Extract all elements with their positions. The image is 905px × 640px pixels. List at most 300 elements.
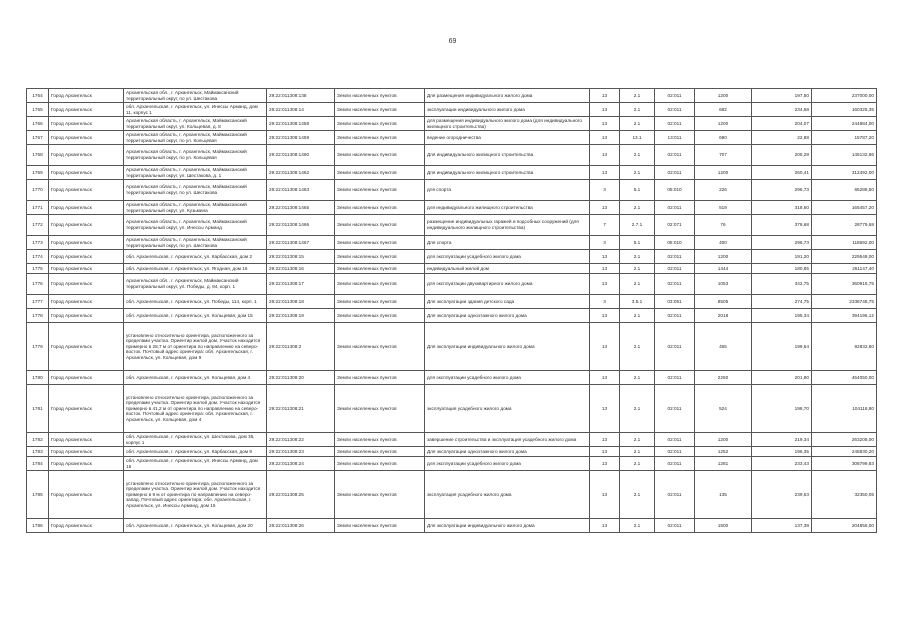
zone-cell: 13 [590,457,620,471]
land-category-cell: Земли населенных пунктов [335,295,425,309]
address-cell: обл. Архангельская, г. Архангельск, ул. Карбасская, дом 9 [124,447,267,457]
land-category-cell: Земли населенных пунктов [335,131,425,145]
city-cell: Город Архангельск [49,371,124,385]
use-code-cell: 2.7.1 [620,215,655,236]
city-cell: Город Архангельск [49,180,124,201]
num-cell: 1785 [27,471,49,519]
vri-code-cell: 02:011 [655,371,695,385]
unit-price-cell: 204,07 [752,117,812,131]
area-cell: 1200 [695,166,752,180]
address-cell: Архангельская область, г. Архангельск, Маймаксанский территориальный округ, по ул. Шестакова [124,180,267,201]
table-row [27,371,877,385]
unit-price-cell: 180,85 [752,264,812,274]
city-cell: Город Архангельск [49,519,124,533]
vri-code-cell: 03:051 [655,295,695,309]
zone-cell: 13 [590,264,620,274]
cadastral-value-cell: 65288,50 [812,180,877,201]
city-cell: Город Архангельск [49,131,124,145]
permitted-use-cell: завершение строительства и эксплуатация усадебного жилого дома [425,433,590,447]
unit-price-cell: 296,73 [752,180,812,201]
land-category-cell: Земли населенных пунктов [335,274,425,295]
zone-cell: 13 [590,274,620,295]
cadastral-value-cell: 237000,00 [812,89,877,103]
area-cell: 1252 [695,447,752,457]
cadastral-number-cell: 29:22:011308:138 [267,89,335,103]
table-row [27,103,877,117]
permitted-use-cell: для эксплуатации усадебного жилого дома [425,371,590,385]
num-cell: 1768 [27,145,49,166]
permitted-use-cell: Для спорта [425,236,590,250]
cadastral-number-cell: 29:22:011308:18 [267,295,335,309]
land-category-cell: Земли населенных пунктов [335,309,425,323]
vri-code-cell: 02:011 [655,385,695,433]
zone-cell: 13 [590,103,620,117]
area-cell: 226 [695,180,752,201]
unit-price-cell: 234,58 [752,103,812,117]
cadastral-value-cell: 263208,00 [812,433,877,447]
table-row [27,447,877,457]
address-cell: Архангельская область, г. Архангельск, Маймаксанский территориальный округ, ул. Шестакова, д. 1 [124,166,267,180]
city-cell: Город Архангельск [49,201,124,215]
table-row [27,250,877,264]
land-category-cell: Земли населенных пунктов [335,201,425,215]
use-code-cell: 13.1 [620,131,655,145]
cadastral-value-cell: 308799,83 [812,457,877,471]
table-row [27,295,877,309]
cadastral-number-cell: 29:22:011308:19 [267,309,335,323]
area-cell: 1200 [695,433,752,447]
city-cell: Город Архангельск [49,166,124,180]
permitted-use-cell: Для размещения индивидуального жилого дома [425,89,590,103]
use-code-cell: 2.1 [620,117,655,131]
unit-price-cell: 239,63 [752,471,812,519]
area-cell: 1200 [695,250,752,264]
cadastral-value-cell: 165457,20 [812,201,877,215]
area-cell: 8505 [695,295,752,309]
city-cell: Город Архангельск [49,145,124,166]
address-cell: Архангельская обл., г. Архангельск, Маймаксанский территориальный округ, по ул. Шестакова [124,89,267,103]
address-cell: обл. Архангельская, г. Архангельск, ул. Инессы Арманд, дом 11, корпус 1 [124,103,267,117]
num-cell: 1764 [27,89,49,103]
city-cell: Город Архангельск [49,457,124,471]
cadastral-number-cell: 29:22:011308:25 [267,471,335,519]
zone-cell: 13 [590,309,620,323]
num-cell: 1784 [27,457,49,471]
cadastral-number-cell: 29:22:011308:17 [267,274,335,295]
zone-cell: 13 [590,250,620,264]
use-code-cell: 5.1 [620,180,655,201]
table-row [27,201,877,215]
unit-price-cell: 342,75 [752,274,812,295]
num-cell: 1783 [27,447,49,457]
zone-cell: 3 [590,295,620,309]
address-cell: обл. Архангельская, г. Архангельск, ул. Кольцевая, дом 15 [124,309,267,323]
vri-code-cell: 02:071 [655,215,695,236]
use-code-cell: 2.1 [620,201,655,215]
unit-price-cell: 137,38 [752,519,812,533]
permitted-use-cell: размещение индивидуальных гаражей и подсобных сооружений (для индивидуального жилищного строительства) [425,215,590,236]
land-category-cell: Земли населенных пунктов [335,457,425,471]
area-cell: 707 [695,145,752,166]
unit-price-cell: 219,34 [752,433,812,447]
city-cell: Город Архангельск [49,274,124,295]
cadastral-number-cell: 29:22:011308:26 [267,519,335,533]
num-cell: 1770 [27,180,49,201]
address-cell: Архангельская область, г. Архангельск, Маймаксанский территориальный округ, по ул. Кольцевая [124,145,267,166]
vri-code-cell: 02:011 [655,447,695,457]
num-cell: 1782 [27,433,49,447]
permitted-use-cell: для размещения индивидуального жилого дома (для индивидуального жилищного строительства) [425,117,590,131]
use-code-cell: 2.1 [620,447,655,457]
table-row [27,215,877,236]
use-code-cell: 5.1 [620,236,655,250]
city-cell: Город Архангельск [49,236,124,250]
unit-price-cell: 378,68 [752,215,812,236]
unit-price-cell: 198,70 [752,385,812,433]
cadastral-number-cell: 29:22:011308:1458 [267,117,335,131]
land-category-cell: Земли населенных пунктов [335,264,425,274]
land-category-cell: Земли населенных пунктов [335,89,425,103]
num-cell: 1778 [27,309,49,323]
table-row [27,89,877,103]
unit-price-cell: 195,34 [752,309,812,323]
address-cell: обл. Архангельская, г. Архангельск, ул. Победы, 114, корп. 1 [124,295,267,309]
vri-code-cell: 02:011 [655,309,695,323]
land-category-cell: Земли населенных пунктов [335,519,425,533]
use-code-cell: 2.1 [620,145,655,166]
num-cell: 1779 [27,323,49,371]
city-cell: Город Архангельск [49,215,124,236]
use-code-cell: 2.1 [620,519,655,533]
use-code-cell: 2.1 [620,309,655,323]
cadastral-number-cell: 29:22:011308:1460 [267,145,335,166]
area-cell: 76 [695,215,752,236]
city-cell: Город Архангельск [49,103,124,117]
area-cell: 1200 [695,89,752,103]
land-category-cell: Земли населенных пунктов [335,250,425,264]
zone-cell: 13 [590,371,620,385]
num-cell: 1776 [27,274,49,295]
table-row [27,274,877,295]
table-row [27,117,877,131]
zone-cell: 3 [590,236,620,250]
area-cell: 2250 [695,371,752,385]
area-cell: 400 [695,236,752,250]
table-body [27,89,877,533]
permitted-use-cell: Для эксплуатации индивидуального жилого дома [425,519,590,533]
vri-code-cell: 13:011 [655,131,695,145]
cadastral-number-cell: 29:22:011308:22 [267,433,335,447]
use-code-cell: 2.1 [620,457,655,471]
unit-price-cell: 196,35 [752,447,812,457]
vri-code-cell: 02:011 [655,264,695,274]
table-row [27,457,877,471]
cadastral-number-cell: 29:22:011308:24 [267,457,335,471]
table-row [27,433,877,447]
zone-cell: 13 [590,433,620,447]
unit-price-cell: 296,73 [752,236,812,250]
table-row [27,131,877,145]
cadastral-number-cell: 29:22:011308:1465 [267,201,335,215]
land-category-cell: Земли населенных пунктов [335,385,425,433]
unit-price-cell: 233,43 [752,457,812,471]
vri-code-cell: 02:011 [655,89,695,103]
num-cell: 1771 [27,201,49,215]
use-code-cell: 2.1 [620,250,655,264]
use-code-cell: 2.1 [620,323,655,371]
cadastral-value-cell: 2336748,75 [812,295,877,309]
use-code-cell: 3.5.1 [620,295,655,309]
zone-cell: 13 [590,385,620,433]
num-cell: 1777 [27,295,49,309]
permitted-use-cell: Для индивидуального жилищного строительства [425,166,590,180]
num-cell: 1781 [27,385,49,433]
city-cell: Город Архангельск [49,117,124,131]
vri-code-cell: 02:011 [655,433,695,447]
permitted-use-cell: индивидуальный жилой дом [425,264,590,274]
cadastral-number-cell: 29:22:011308:14 [267,103,335,117]
city-cell: Город Архангельск [49,250,124,264]
city-cell: Город Архангельск [49,264,124,274]
address-cell: обл. Архангельская, г. Архангельск, ул. Кольцевая, дом 4 [124,371,267,385]
num-cell: 1780 [27,371,49,385]
cadastral-value-cell: 92832,60 [812,323,877,371]
zone-cell: 13 [590,145,620,166]
cadastral-number-cell: 29:22:011308:1463 [267,180,335,201]
use-code-cell: 2.1 [620,103,655,117]
table-row [27,236,877,250]
cadastral-value-cell: 104118,80 [812,385,877,433]
city-cell: Город Архангельск [49,447,124,457]
permitted-use-cell: эксплуатации индивидуального жилого дома [425,103,590,117]
cadastral-value-cell: 229548,00 [812,250,877,264]
vri-code-cell: 02:011 [655,250,695,264]
address-cell: Архангельская область, г. Архангельск, Маймаксанский территориальный округ, по ул. Шестакова [124,236,267,250]
num-cell: 1786 [27,519,49,533]
city-cell: Город Архангельск [49,309,124,323]
address-cell: установлено относительно ориентира, расположенного за пределами участка. Ориентир жилой дом. Участок находится примерно в 41,2 м от ориентира по направлению на северо-восток. Почтовый адрес ориентира: обл. Архангельская, г. Архангельск, ул. Кольцевая, дом 4 [124,385,267,433]
unit-price-cell: 205,28 [752,145,812,166]
land-category-cell: Земли населенных пунктов [335,471,425,519]
area-cell: 2018 [695,309,752,323]
land-category-cell: Земли населенных пунктов [335,145,425,166]
cadastral-number-cell: 29:22:011308:16 [267,264,335,274]
cadastral-value-cell: 204856,00 [812,519,877,533]
cadastral-value-table [26,88,877,533]
city-cell: Город Архангельск [49,385,124,433]
zone-cell: 13 [590,131,620,145]
land-category-cell: Земли населенных пунктов [335,323,425,371]
zone-cell: 3 [590,180,620,201]
cadastral-number-cell: 29:22:011308:15 [267,250,335,264]
unit-price-cell: 22,88 [752,131,812,145]
cadastral-value-cell: 118692,00 [812,236,877,250]
cadastral-number-cell: 29:22:011308:2 [267,323,335,371]
unit-price-cell: 197,50 [752,89,812,103]
address-cell: Архангельская область, г. Архангельск, Маймаксанский территориальный округ, ул. Кольцевая, д. 8 [124,117,267,131]
use-code-cell: 2.1 [620,89,655,103]
area-cell: 135 [695,471,752,519]
address-cell: установлено относительно ориентира, расположенного за пределами участка. Ориентир жилой дом. Участок находится примерно в 28,7 м от ориентира по направлению на северо-восток. Почтовый адрес ориентира: обл. Архангельская, г. Архангельск, ул. Кольцевая, дом 9 [124,323,267,371]
use-code-cell: 2.1 [620,264,655,274]
area-cell: 1444 [695,264,752,274]
address-cell: обл. Архангельская, г. Архангельск, ул. Инессы Арманд, дом 15 [124,457,267,471]
vri-code-cell: 02:011 [655,457,695,471]
num-cell: 1765 [27,103,49,117]
permitted-use-cell: эксплуатация усадебного жилого дома [425,471,590,519]
zone-cell: 13 [590,447,620,457]
zone-cell: 13 [590,117,620,131]
permitted-use-cell: для индивидуального жилищного строительства [425,201,590,215]
land-category-cell: Земли населенных пунктов [335,215,425,236]
address-cell: обл. Архангельская, г. Архангельск, ул. Ягодная, дом 16 [124,264,267,274]
area-cell: 1281 [695,457,752,471]
table-row [27,323,877,371]
cadastral-number-cell: 29:22:011308:1459 [267,131,335,145]
zone-cell: 13 [590,519,620,533]
land-category-cell: Земли населенных пунктов [335,447,425,457]
cadastral-value-cell: 312492,00 [812,166,877,180]
cadastral-value-cell: 360915,75 [812,274,877,295]
area-cell: 519 [695,201,752,215]
land-category-cell: Земли населенных пунктов [335,103,425,117]
address-cell: Архангельская область, г. Архангельск, Маймаксанский территориальный округ, ул. Кузьмина [124,201,267,215]
land-category-cell: Земли населенных пунктов [335,180,425,201]
zone-cell: 13 [590,201,620,215]
cadastral-number-cell: 29:22:011308:1466 [267,215,335,236]
area-cell: 682 [695,103,752,117]
zone-cell: 13 [590,323,620,371]
cadastral-value-cell: 160325,35 [812,103,877,117]
page-number: 69 [448,38,457,45]
vri-code-cell: 02:011 [655,323,695,371]
address-cell: установлено относительно ориентира, расположенного за пределами участка. Ориентир жилой дом. Участок находится примерно в 9 м от ориентира по направлению на северо-запад. Почтовый адрес ориентира: обл. Архангельская, г. Архангельск, ул. Инессы Арманд, дом 15 [124,471,267,519]
address-cell: обл. Архангельская, г. Архангельск, ул. Шестакова, дом 35, корпус 1 [124,433,267,447]
land-category-cell: Земли населенных пунктов [335,433,425,447]
permitted-use-cell: Для индивидуального жилищного строительства [425,145,590,166]
cadastral-value-cell: 454050,00 [812,371,877,385]
table-row [27,264,877,274]
unit-price-cell: 201,80 [752,371,812,385]
num-cell: 1766 [27,117,49,131]
unit-price-cell: 318,60 [752,201,812,215]
vri-code-cell: 02:011 [655,103,695,117]
table-row [27,519,877,533]
address-cell: обл. Архангельская, г. Архангельск, ул. Карбасская, дом 2 [124,250,267,264]
num-cell: 1775 [27,264,49,274]
num-cell: 1769 [27,166,49,180]
city-cell: Город Архангельск [49,433,124,447]
table-row [27,180,877,201]
vri-code-cell: 02:011 [655,519,695,533]
city-cell: Город Архангельск [49,471,124,519]
permitted-use-cell: Для эксплуатации здания детского сада [425,295,590,309]
unit-price-cell: 199,64 [752,323,812,371]
zone-cell: 13 [590,166,620,180]
vri-code-cell: 05:010 [655,236,695,250]
vri-code-cell: 02:011 [655,471,695,519]
permitted-use-cell: для спорта [425,180,590,201]
cadastral-number-cell: 29:22:011308:23 [267,447,335,457]
cadastral-value-cell: 15787,20 [812,131,877,145]
area-cell: 465 [695,323,752,371]
zone-cell: 13 [590,89,620,103]
cadastral-value-cell: 145132,96 [812,145,877,166]
area-cell: 690 [695,131,752,145]
area-cell: 1200 [695,117,752,131]
address-cell: обл. Архангельская, г. Архангельск, ул. Кольцевая, дом 20 [124,519,267,533]
vri-code-cell: 02:011 [655,117,695,131]
use-code-cell: 2.1 [620,385,655,433]
num-cell: 1772 [27,215,49,236]
permitted-use-cell: эксплуатация усадебного жилого дома [425,385,590,433]
cadastral-value-cell: 32350,05 [812,471,877,519]
zone-cell: 13 [590,471,620,519]
table-row [27,145,877,166]
land-category-cell: Земли населенных пунктов [335,371,425,385]
cadastral-value-cell: 261147,40 [812,264,877,274]
use-code-cell: 2.1 [620,471,655,519]
permitted-use-cell: для эксплуатации усадебного жилого дома [425,250,590,264]
use-code-cell: 2.1 [620,274,655,295]
area-cell: 1500 [695,519,752,533]
table-row [27,166,877,180]
unit-price-cell: 191,20 [752,250,812,264]
vri-code-cell: 05:010 [655,180,695,201]
vri-code-cell: 02:011 [655,166,695,180]
land-category-cell: Земли населенных пунктов [335,166,425,180]
use-code-cell: 2.1 [620,166,655,180]
use-code-cell: 2.1 [620,371,655,385]
vri-code-cell: 02:011 [655,274,695,295]
city-cell: Город Архангельск [49,323,124,371]
permitted-use-cell: для эксплуатации двухквартирного жилого дома [425,274,590,295]
vri-code-cell: 02:011 [655,201,695,215]
cadastral-value-cell: 28779,68 [812,215,877,236]
address-cell: Архангельская область, г. Архангельск, Маймаксанский территориальный округ, по ул. Кольцевая [124,131,267,145]
table-row [27,471,877,519]
land-category-cell: Земли населенных пунктов [335,117,425,131]
num-cell: 1774 [27,250,49,264]
permitted-use-cell: Для эксплуатации одноэтажного жилого дома [425,309,590,323]
vri-code-cell: 02:011 [655,145,695,166]
permitted-use-cell: для эксплуатации усадебного жилого дома [425,457,590,471]
area-cell: 524 [695,385,752,433]
zone-cell: 7 [590,215,620,236]
land-category-cell: Земли населенных пунктов [335,236,425,250]
permitted-use-cell: Для эксплуатации одноэтажного жилого дома [425,447,590,457]
cadastral-value-cell: 394196,12 [812,309,877,323]
permitted-use-cell: ведение огородничества [425,131,590,145]
use-code-cell: 2.1 [620,433,655,447]
area-cell: 1053 [695,274,752,295]
table-row [27,309,877,323]
num-cell: 1767 [27,131,49,145]
cadastral-number-cell: 29:22:011308:21 [267,385,335,433]
cadastral-number-cell: 29:22:011308:1467 [267,236,335,250]
city-cell: Город Архангельск [49,89,124,103]
permitted-use-cell: Для эксплуатации индивидуального жилого дома [425,323,590,371]
num-cell: 1773 [27,236,49,250]
cadastral-value-cell: 245830,20 [812,447,877,457]
cadastral-value-cell: 244884,00 [812,117,877,131]
unit-price-cell: 274,75 [752,295,812,309]
unit-price-cell: 260,41 [752,166,812,180]
city-cell: Город Архангельск [49,295,124,309]
cadastral-number-cell: 29:22:011308:20 [267,371,335,385]
cadastral-number-cell: 29:22:011308:1462 [267,166,335,180]
address-cell: Архангельская обл., г. Архангельск, Маймаксанский территориальный округ, ул. Победы, д. 94, корп. 1 [124,274,267,295]
